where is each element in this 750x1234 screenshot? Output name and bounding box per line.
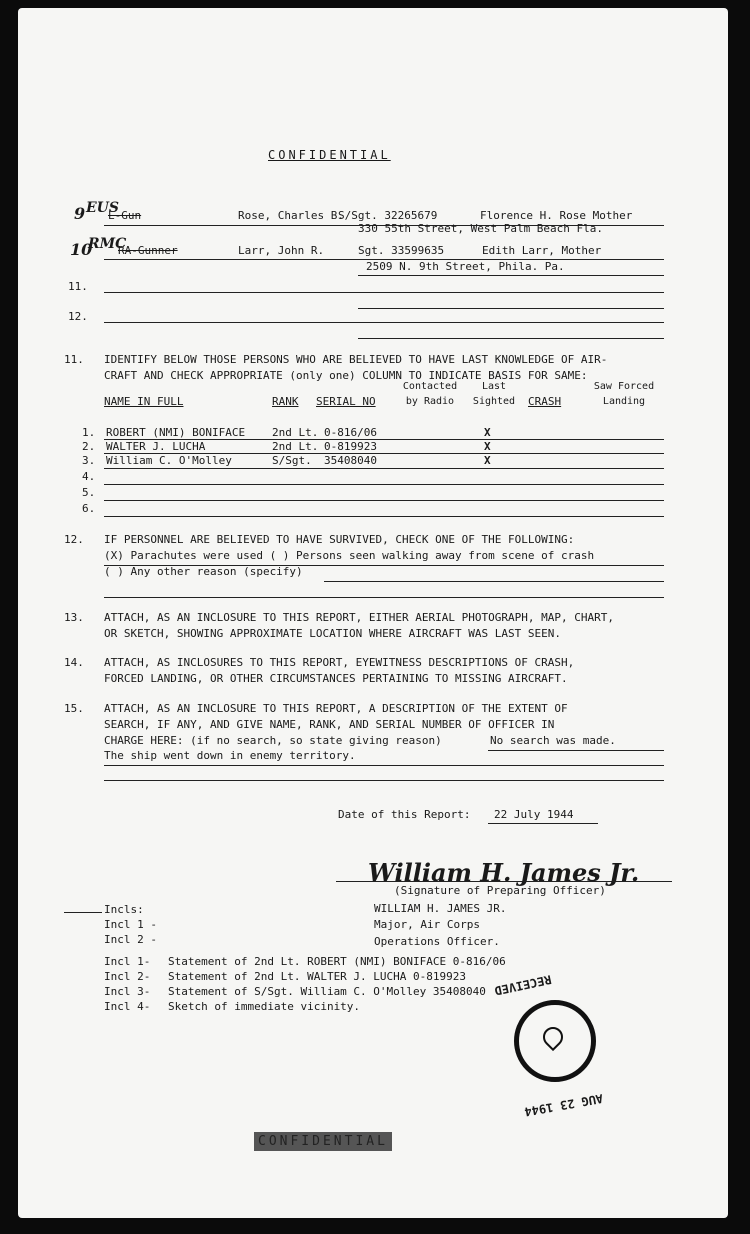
row-number: 6. xyxy=(82,502,96,515)
section-13-number: 13. xyxy=(64,611,84,624)
rule xyxy=(104,516,664,517)
column-header-name: NAME IN FULL xyxy=(104,395,184,408)
incls-header: Incl 2 - xyxy=(104,933,157,946)
section-11-number: 11. xyxy=(64,353,84,366)
rule xyxy=(104,780,664,781)
row-sighted-mark: X xyxy=(484,426,491,439)
officer-title: Operations Officer. xyxy=(374,935,500,948)
section-12-text: IF PERSONNEL ARE BELIEVED TO HAVE SURVIVED, CHECK ONE OF THE FOLLOWING: xyxy=(104,533,575,546)
inclosure-text: Statement of 2nd Lt. ROBERT (NMI) BONIFACE 0-816/06 xyxy=(168,955,506,968)
rule xyxy=(104,597,664,598)
row-name: ROBERT (NMI) BONIFACE xyxy=(106,426,246,439)
crew-address: 2509 N. 9th Street, Phila. Pa. xyxy=(366,260,565,273)
stamp-date: AUG 23 1944 xyxy=(523,1091,605,1119)
crew-hand-mark: RMC xyxy=(88,236,127,252)
row-serial: 0-816/06 xyxy=(324,426,377,439)
section-12-option: (X) Parachutes were used ( ) Persons seen walking away from scene of crash xyxy=(104,549,595,562)
report-date-label: Date of this Report: xyxy=(338,808,471,821)
section-13-text: ATTACH, AS AN INCLOSURE TO THIS REPORT, EITHER AERIAL PHOTOGRAPH, MAP, CHART, xyxy=(104,611,614,624)
row-number: 1. xyxy=(82,426,96,439)
column-header-rank: RANK xyxy=(272,395,299,408)
stamp-received-text: RECEIVED xyxy=(493,972,553,998)
crew-rank-serial: S/Sgt. 32265679 xyxy=(338,209,438,222)
received-stamp xyxy=(514,1000,596,1082)
column-header-crash: CRASH xyxy=(528,395,562,408)
column-header-forced-landing: Saw Forced Landing xyxy=(593,381,655,407)
row-serial: 0-819923 xyxy=(324,440,377,453)
rule xyxy=(324,581,664,582)
inclosure-label: Incl 2- xyxy=(104,970,151,983)
crew-hand-mark: EUS xyxy=(86,200,119,216)
section-12-option: ( ) Any other reason (specify) xyxy=(104,565,303,578)
column-header-sighted: Last Sighted xyxy=(472,381,516,407)
page-title: CONFIDENTIAL xyxy=(268,148,391,162)
crew-rank-serial: Sgt. 33599635 xyxy=(358,244,445,257)
search-answer: No search was made. xyxy=(490,734,616,747)
rule xyxy=(64,912,102,913)
crew-position: L-Gun xyxy=(108,209,142,222)
row-number: 3. xyxy=(82,454,96,467)
section-15-number: 15. xyxy=(64,702,84,715)
section-11-text: CRAFT AND CHECK APPROPRIATE (only one) COLUMN TO INDICATE BASIS FOR SAME: xyxy=(104,369,588,382)
rule xyxy=(104,565,664,566)
section-14-text: FORCED LANDING, OR OTHER CIRCUMSTANCES PERTAINING TO MISSING AIRCRAFT. xyxy=(104,672,568,685)
crew-name: Larr, John R. xyxy=(238,244,325,257)
row-rank: 2nd Lt. xyxy=(272,426,319,439)
crew-num-9: 9 xyxy=(74,204,86,223)
report-date-value: 22 July 1944 xyxy=(494,808,574,821)
rule xyxy=(488,823,598,824)
inclosure-label: Incl 3- xyxy=(104,985,151,998)
section-11-text: IDENTIFY BELOW THOSE PERSONS WHO ARE BELIEVED TO HAVE LAST KNOWLEDGE OF AIR- xyxy=(104,353,608,366)
inclosure-text: Statement of 2nd Lt. WALTER J. LUCHA 0-819923 xyxy=(168,970,467,983)
rule xyxy=(104,765,664,766)
crew-address: 330 55th Street, West Palm Beach Fla. xyxy=(358,222,604,235)
rule xyxy=(104,468,664,469)
inclosure-label: Incl 1- xyxy=(104,955,151,968)
row-number: 4. xyxy=(82,470,96,483)
section-14-number: 14. xyxy=(64,656,84,669)
row-number: 5. xyxy=(82,486,96,499)
officer-name: WILLIAM H. JAMES JR. xyxy=(374,902,507,915)
inclosure-label: Incl 4- xyxy=(104,1000,151,1013)
signature-handwritten: William H. James Jr. xyxy=(368,858,640,887)
crew-position: RA-Gunner xyxy=(118,244,178,257)
footer-classification: CONFIDENTIAL xyxy=(254,1132,392,1151)
incls-header: Incl 1 - xyxy=(104,918,157,931)
section-14-text: ATTACH, AS INCLOSURES TO THIS REPORT, EYEWITNESS DESCRIPTIONS OF CRASH, xyxy=(104,656,575,669)
crew-name: Rose, Charles B. xyxy=(238,209,344,222)
row-sighted-mark: X xyxy=(484,440,491,453)
rule xyxy=(358,275,664,276)
crew-num-12: 12. xyxy=(68,310,88,323)
inclosure-text: Statement of S/Sgt. William C. O'Molley 35408040 xyxy=(168,985,486,998)
incls-header: Incls: xyxy=(104,903,144,916)
row-rank: S/Sgt. xyxy=(272,454,312,467)
search-answer: The ship went down in enemy territory. xyxy=(104,749,356,762)
stamp-pen-icon xyxy=(539,1023,567,1051)
rule xyxy=(104,484,664,485)
crew-kin: Edith Larr, Mother xyxy=(482,244,602,257)
column-header-radio: Contacted by Radio xyxy=(402,381,458,407)
section-15-text: ATTACH, AS AN INCLOSURE TO THIS REPORT, A DESCRIPTION OF THE EXTENT OF xyxy=(104,702,568,715)
rule xyxy=(488,750,664,751)
rule xyxy=(104,292,664,293)
row-rank: 2nd Lt. xyxy=(272,440,319,453)
column-header-serial: SERIAL NO xyxy=(316,395,376,408)
rule xyxy=(358,338,664,339)
section-15-text: CHARGE HERE: (if no search, so state giving reason) xyxy=(104,734,442,747)
rule xyxy=(104,500,664,501)
section-12-number: 12. xyxy=(64,533,84,546)
signature-caption: (Signature of Preparing Officer) xyxy=(394,884,606,897)
section-15-text: SEARCH, IF ANY, AND GIVE NAME, RANK, AND SERIAL NUMBER OF OFFICER IN xyxy=(104,718,555,731)
officer-rank: Major, Air Corps xyxy=(374,918,480,931)
row-name: WALTER J. LUCHA xyxy=(106,440,206,453)
crew-num-11: 11. xyxy=(68,280,88,293)
row-serial: 35408040 xyxy=(324,454,377,467)
crew-num-10: 10 xyxy=(70,240,93,259)
section-13-text: OR SKETCH, SHOWING APPROXIMATE LOCATION WHERE AIRCRAFT WAS LAST SEEN. xyxy=(104,627,561,640)
inclosure-text: Sketch of immediate vicinity. xyxy=(168,1000,361,1013)
signature-line xyxy=(336,881,672,882)
row-number: 2. xyxy=(82,440,96,453)
rule xyxy=(358,308,664,309)
crew-kin: Florence H. Rose Mother xyxy=(480,209,633,222)
document-page xyxy=(18,8,728,1218)
row-name: William C. O'Molley xyxy=(106,454,232,467)
row-sighted-mark: X xyxy=(484,454,491,467)
rule xyxy=(104,322,664,323)
